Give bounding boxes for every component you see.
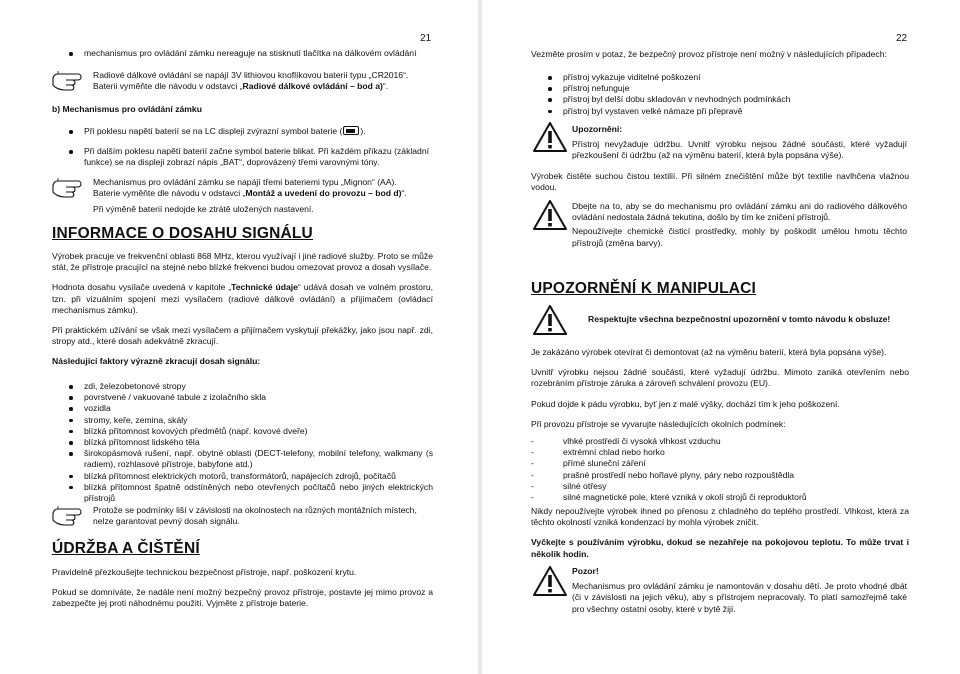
ref-text: Montáž a uvedení do provozu – bod d) [245,188,402,199]
paragraph: Je zakázáno výrobek otevírat či demontovat (až na výměnu baterií, která byla popsána výše). [531,347,887,357]
ref-text: Technické údaje [231,282,298,293]
pointing-hand-icon [52,177,84,199]
page-number: 22 [896,33,908,44]
intro-text: Vezměte prosím v potaz, že bezpečný provoz přístroje není možný v následujících případech: [531,49,887,59]
list-item: - vlhké prostředí či vysoká vlhkost vzduchu [531,436,911,447]
text: Baterie vyměňte dle návodu v odstavci „ [93,188,246,199]
text: ). [360,126,366,136]
cases-list [548,72,908,117]
maintenance-text-block [52,567,433,610]
note-line: Mechanismus pro ovládání zámku se napájí třemi bateriemi typu „Mignon“ (AA). [93,177,397,187]
paragraph: Nikdy nepoužívejte výrobek ihned po přenosu z chladného do teplého prostředí. Vlhkost, která za těchto okolností vzniká kondenzací by mohla výrobek zničit. [531,506,909,528]
list-item: - přímé sluneční záření [531,458,911,469]
paragraph [52,282,433,316]
paragraph: Při provozu přístroje se vyvarujte následujících okolních podmínek: [531,418,786,429]
handling-text-block [531,347,909,430]
paragraph: Uvnitř výrobku nejsou žádné součásti, které vyžadují údržbu. Mimoto zaniká otevřením nebo rozebráním přístroje záruka a zároveň schválení provozu (EU). [531,367,909,389]
ref-text: Radiové dálkové ovládání – bod a) [242,81,383,92]
text: Baterii vyměňte dle návodu v odstavci „ [93,81,243,92]
list-item: blízká přítomnost kovových předmětů (např. kovové dveře) [69,426,433,437]
note-remote-battery [93,70,453,92]
warning-icon [533,122,567,153]
paragraph: Vyčkejte s používáním výrobku, dokud se nezahřeje na pokojovou teplotu. To může trvat i několik hodin. [531,537,909,559]
heading-handling: UPOZORNĚNÍ K MANIPULACI [531,280,757,297]
conditions-list [531,436,911,503]
list-item: širokopásmová rušení, např. obytné oblasti (DECT-telefony, mobilní telefony, walkmany (s radiem), rozhlasové přístroje, babyfone atd.) [69,448,433,470]
list-item: povrstvené / vakuované tabule z izolačního skla [69,392,433,403]
list-item: přístroj nefunguje [548,83,908,94]
list-item: - silné otřesy [531,481,911,492]
warning-safety: Respektujte všechna bezpečnostní upozornění v tomto návodu k obsluze! [588,314,891,324]
paragraph: Pokud se domníváte, že nadále není možný bezpečný provoz přístroje, postavte jej mimo provoz a zabezpečte jej proti náhodnému použití. Vyjměte z přístroje baterie. [52,587,433,609]
list-item [69,126,429,137]
text: Hodnota dosahu vysílače uvedená v kapitole „ [52,282,232,293]
text: “. [401,188,407,199]
list-item: stromy, keře, zemina, skály [69,415,433,426]
warning-icon [533,566,567,597]
heading-maintenance: ÚDRŽBA A ČIŠTĚNÍ [52,540,200,557]
heading-range: INFORMACE O DOSAHU SIGNÁLU [52,225,313,242]
list-item: blízká přítomnost lidského těla [69,437,433,448]
left-page [0,0,478,674]
list-item: mechanismus pro ovládání zámku nereaguje na stisknutí tlačítka na dálkovém ovládání [69,48,449,59]
factors-list [69,381,433,504]
warning-title: Upozornění: [572,124,623,134]
section-b-title: b) Mechanismus pro ovládání zámku [52,104,202,114]
paragraph: Pokud dojde k pádu výrobku, byť jen z malé výšky, dochází tím k jeho poškození. [531,398,840,409]
warning-liquids [572,201,907,249]
top-bullet-list [69,48,449,59]
paragraph: Výrobek pracuje ve frekvenční oblasti 868 MHz, kterou využívají i jiné radiové služby. Proto se může stát, že přístroje pracující na stejné nebo blízké frekvenci budou omezovat provoz a dosah vysílače. [52,251,434,273]
note-line: Při výměně baterií nedojde ke ztrátě uložených nastavení. [93,204,314,215]
list-item: - prašné prostředí nebo hořlavé plyny, páry nebo rozpouštědla [531,470,911,481]
note-lock-battery [93,177,435,216]
range-text-block [52,251,433,368]
warning-icon [533,200,567,231]
list-item: přístroj vykazuje viditelné poškození [548,72,908,83]
text: Při poklesu napětí baterií se na LC displeji zvýrazní symbol baterie ( [84,126,343,136]
paragraph: Pravidelně přezkoušejte technickou bezpečnost přístroje, např. poškození krytu. [52,567,357,577]
list-item: vozidla [69,403,433,414]
note-line: Radiové dálkové ovládání se napájí 3V lithiovou knoflíkovou baterií typu „CR2016“. [93,70,409,80]
text: “. [382,81,389,92]
text: “ udává dosah ve volném prostoru, tzn. při vizuálním spojení mezi vysílačem (radiové dálkové ovládání) a přijímačem (ovládací mechanismus zámku). [52,282,433,315]
warning-title: Pozor! [572,566,599,576]
page-number: 21 [420,33,432,44]
right-page [482,0,960,674]
warning-text: Dbejte na to, aby se do mechanismu pro ovládání zámku ani do radiového dálkového ovládání nedostala žádná tekutina, došlo by tím ke zničení přístrojů. [572,201,907,223]
list-item: blízká přítomnost špatně odstíněných nebo otevřených počítačů nebo jiných elektrických přístrojů [69,482,433,504]
factors-title: Následující faktory výrazně zkracují dosah signálu: [52,356,261,367]
note-line [93,188,435,199]
warning-maintenance [572,124,907,162]
note-range: Protože se podmínky liší v závislosti na okolnostech na různých montážních místech, nelze garantovat pevný dosah signálu. [93,505,417,527]
warning-text: Nepoužívejte chemické čisticí prostředky, mohly by poškodit umělou hmotu těchto přístrojů (změna barvy). [572,226,907,248]
cleaning-text: Výrobek čistěte suchou čistou textilií. Při silném znečištění může být textilie navlhčena vlažnou vodou. [531,171,909,193]
list-item: přístroj byl delší dobu skladován v nevhodných podmínkách [548,94,908,105]
warning-text: Přístroj nevyžaduje údržbu. Uvnitř výrobku nejsou žádné součásti, které vyžadují přezkoušení či údržbu (až na výměnu baterií, která byla popsána výše). [572,139,907,161]
battery-icon [343,126,359,135]
pointing-hand-icon [52,505,84,527]
handling-text-block-2 [531,506,909,560]
list-item: zdi, železobetonové stropy [69,381,433,392]
list-item: Při dalším poklesu napětí baterií začne symbol baterie blikat. Při každém příkazu (základní funkce) se na displeji zobrazí nápis „BAT“, doprovázený třemi varovnými tóny. [69,146,429,168]
warning-text: Mechanismus pro ovládání zámku je namontován v dosahu dětí. Je proto vhodné dbát (či v závislosti na jejich věku), aby s přístrojem nepracovaly. To platí samozřejmě také pro všechny ostatní osoby, které v bytě žijí. [572,581,907,614]
note-line [93,81,453,92]
list-item: - extrémní chlad nebo horko [531,447,911,458]
warning-icon [533,305,567,336]
section-b-list [69,126,429,169]
pointing-hand-icon [52,70,84,92]
warning-children [572,566,907,615]
list-item: blízká přítomnost elektrických motorů, transformátorů, napájecích zdrojů, počítačů [69,471,433,482]
list-item: - silné magnetické pole, které vzniká v okolí strojů či reproduktorů [531,492,911,503]
list-item: přístroj byl vystaven velké námaze při přepravě [548,106,908,117]
paragraph: Při praktickém užívání se však mezi vysílačem a přijímačem vyskytují překážky, jako jsou např. zdi, stropy atd., které dosah adekvátně zkracují. [52,325,433,347]
